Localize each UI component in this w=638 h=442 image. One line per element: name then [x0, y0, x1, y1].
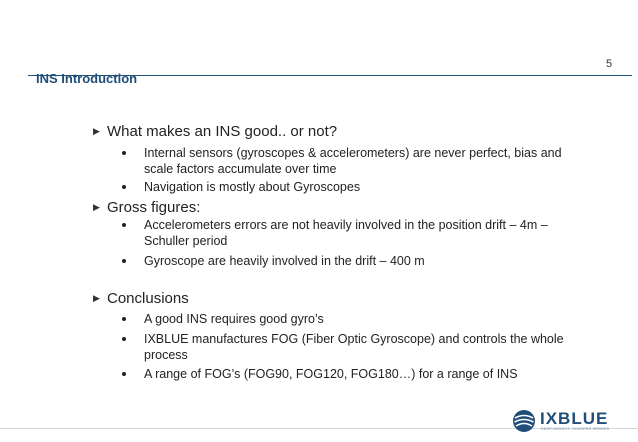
- bullet-icon: [122, 185, 126, 189]
- section-heading-text: Conclusions: [107, 290, 189, 307]
- arrow-bullet-icon: ▶: [93, 126, 100, 136]
- arrow-bullet-icon: ▶: [93, 293, 100, 303]
- logo-wordmark: IXBLUE: [540, 409, 609, 428]
- list-item: [122, 331, 592, 363]
- list-item: [122, 179, 592, 195]
- list-item-text: Navigation is mostly about Gyroscopes: [144, 180, 361, 194]
- section-heading-text: Gross figures:: [107, 199, 201, 216]
- bullet-icon: [122, 372, 126, 376]
- bullet-icon: [122, 259, 126, 263]
- section-heading: [93, 290, 189, 307]
- bullet-icon: [122, 223, 126, 227]
- list-item-text: Accelerometers errors are not heavily involved in the position drift – 4m – Schuller period: [144, 218, 548, 248]
- ixblue-logo: [512, 408, 624, 434]
- list-item-text: A good INS requires good gyro’s: [144, 312, 324, 326]
- list-item: [122, 366, 592, 382]
- bullet-icon: [122, 337, 126, 341]
- bullet-icon: [122, 317, 126, 321]
- list-item-text: Gyroscope are heavily involved in the drift – 400 m: [144, 254, 425, 268]
- globe-icon: [512, 409, 536, 433]
- list-item: [122, 217, 592, 249]
- list-item-text: IXBLUE manufactures FOG (Fiber Optic Gyroscope) and controls the whole process: [144, 332, 564, 362]
- list-item: [122, 311, 592, 327]
- bullet-icon: [122, 151, 126, 155]
- page-number: 5: [606, 58, 613, 70]
- logo-tagline: DEEP INSIGHT. SHARPER SENSES: [541, 427, 610, 431]
- slide-title: INS Introduction: [36, 71, 138, 86]
- list-item-text: Internal sensors (gyroscopes & accelerometers) are never perfect, bias and scale factors accumulate over time: [144, 146, 562, 176]
- section-heading: [93, 199, 200, 216]
- arrow-bullet-icon: ▶: [93, 202, 100, 212]
- section-heading-text: What makes an INS good.. or not?: [107, 123, 338, 140]
- list-item-text: A range of FOG’s (FOG90, FOG120, FOG180…) for a range of INS: [144, 367, 518, 381]
- section-heading: [93, 123, 337, 140]
- list-item: [122, 253, 592, 269]
- list-item: [122, 145, 592, 177]
